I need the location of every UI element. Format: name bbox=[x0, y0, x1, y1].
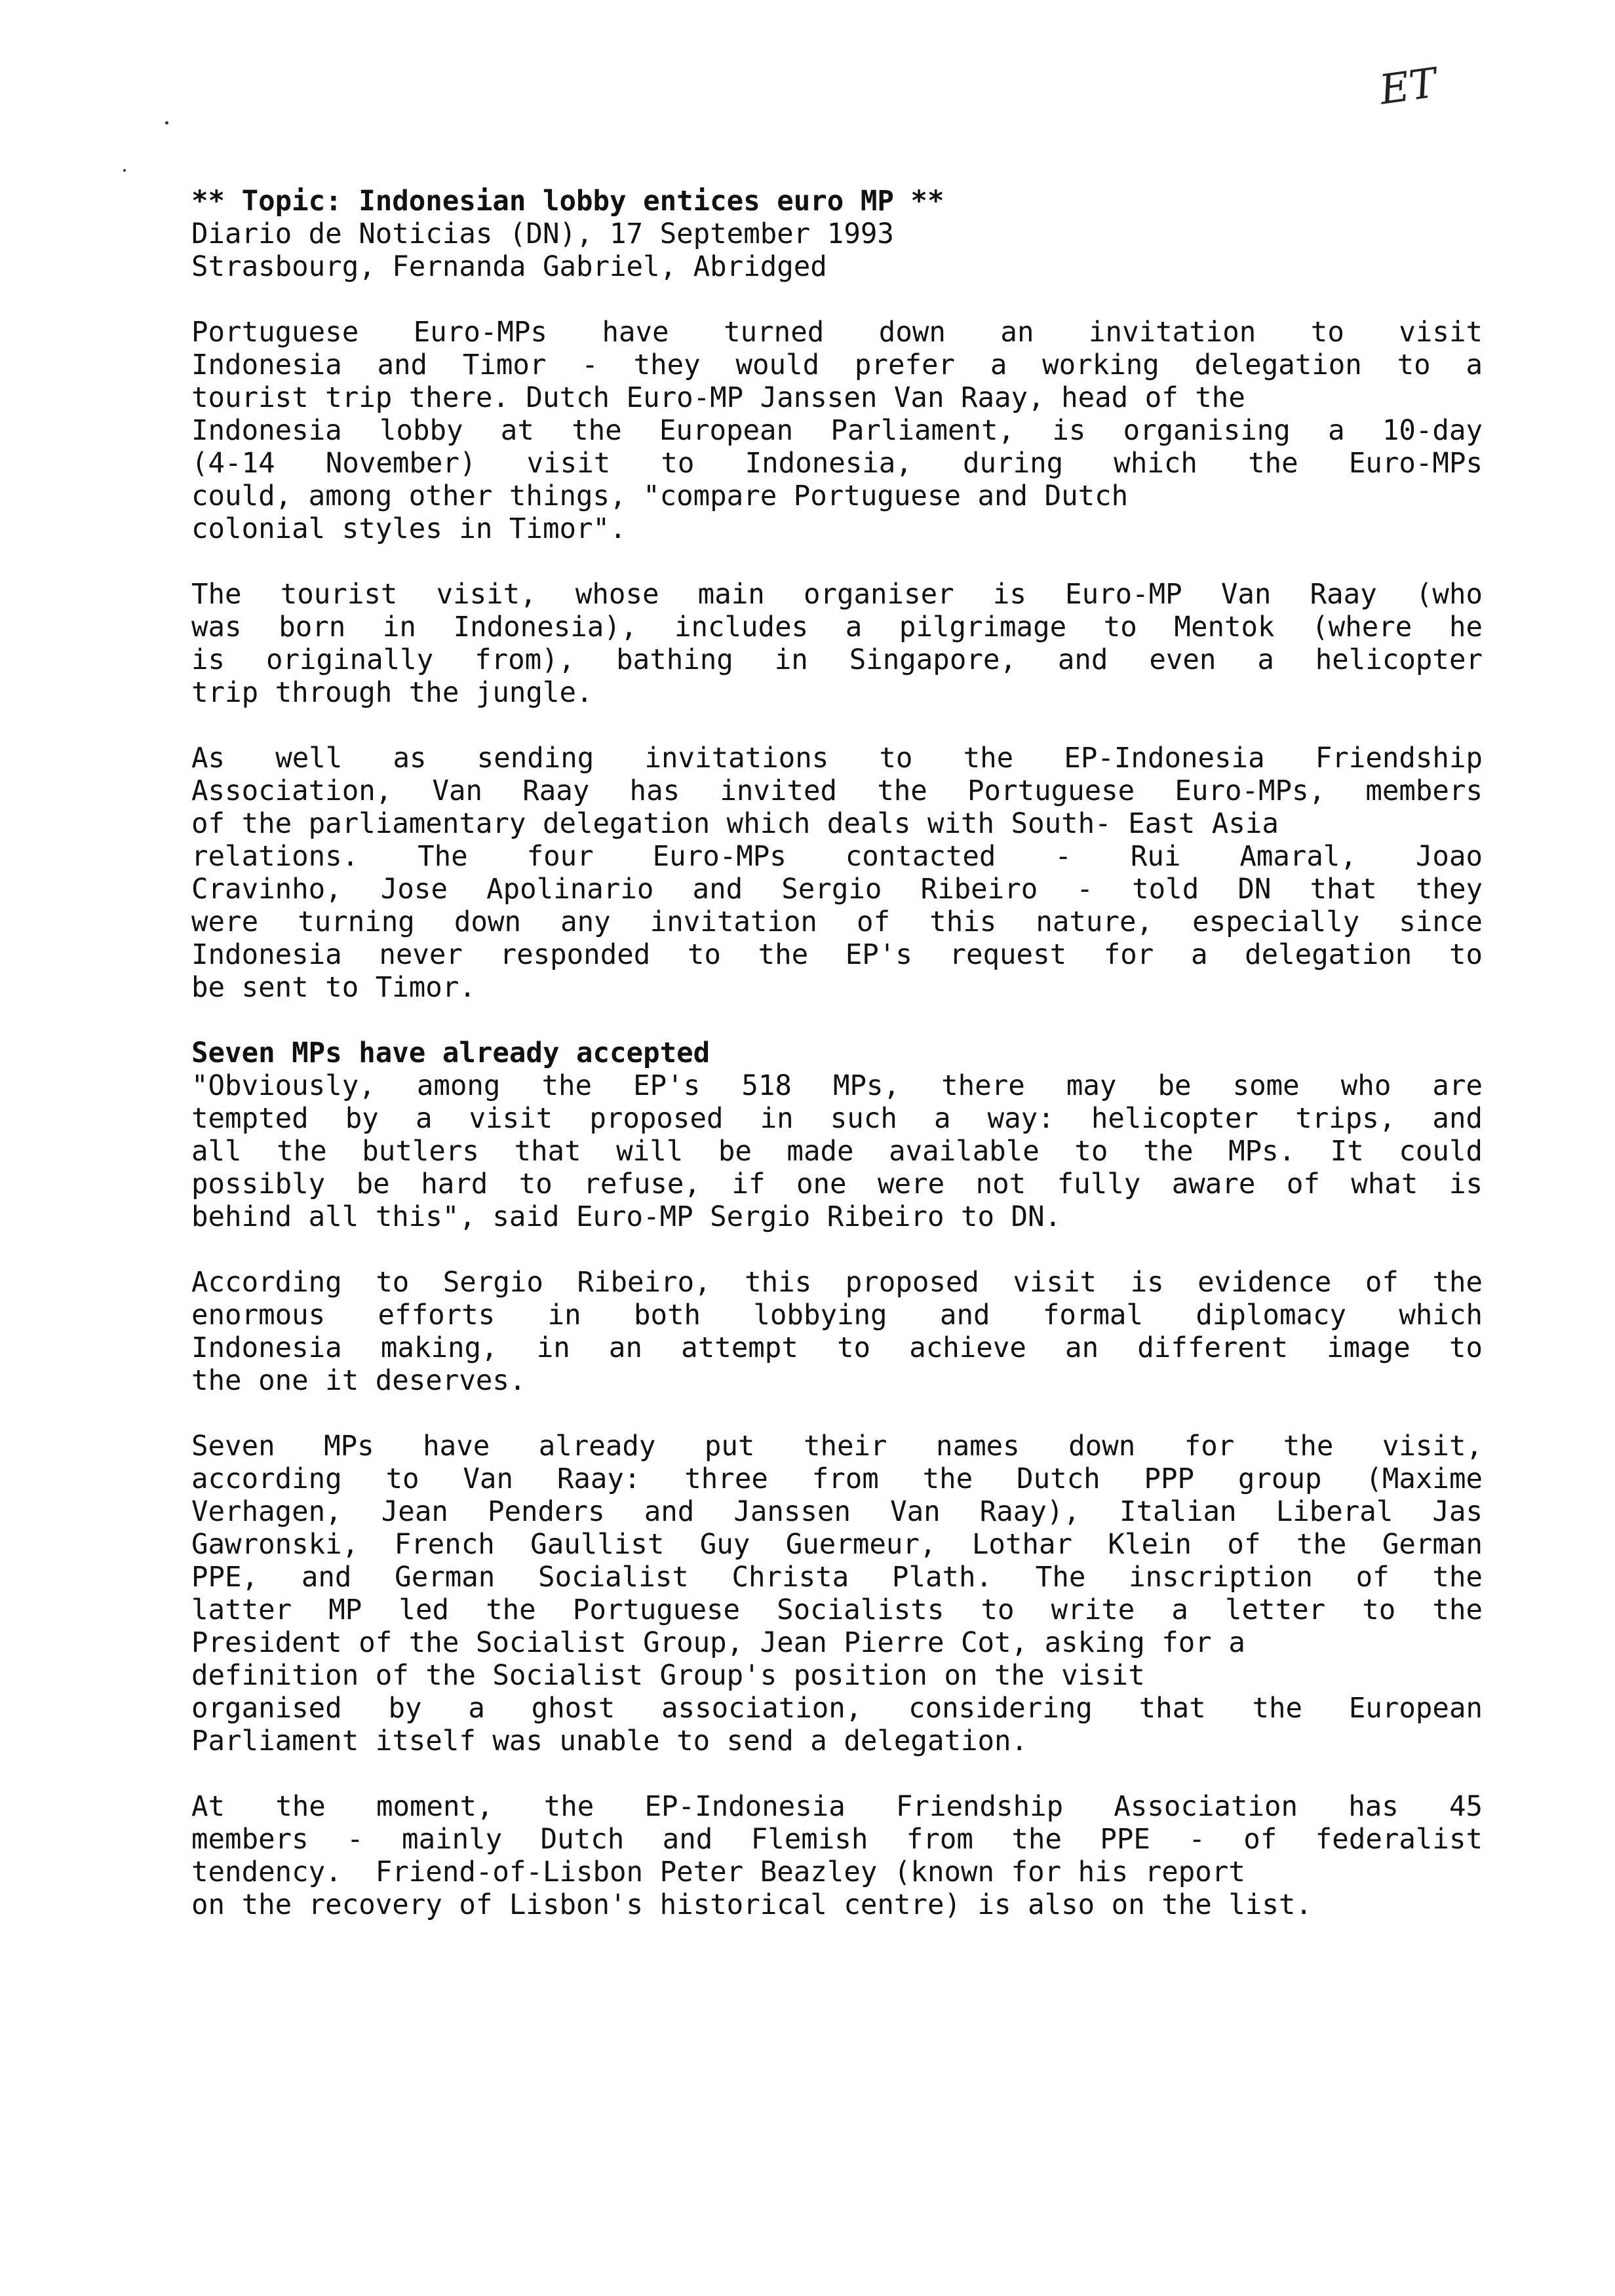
text-line: members - mainly Dutch and Flemish from the PPE - of federalist bbox=[191, 1823, 1483, 1855]
paragraph-6 bbox=[191, 1430, 1483, 1757]
topic-heading: ** Topic: Indonesian lobby entices euro MP ** bbox=[191, 185, 944, 217]
text-line: definition of the Socialist Group's position on the visit bbox=[191, 1659, 1145, 1691]
text-line: As well as sending invitations to the EP-Indonesia Friendship bbox=[191, 742, 1483, 774]
text-line: (4-14 November) visit to Indonesia, during which the Euro-MPs bbox=[191, 447, 1483, 479]
text-line: the one it deserves. bbox=[191, 1364, 526, 1396]
paragraph-7 bbox=[191, 1790, 1483, 1921]
text-line: relations. The four Euro-MPs contacted - Rui Amaral, Joao bbox=[191, 840, 1483, 872]
text-line: tempted by a visit proposed in such a way: helicopter trips, and bbox=[191, 1102, 1483, 1134]
paragraph-5 bbox=[191, 1266, 1483, 1397]
article-body bbox=[191, 185, 1483, 1954]
text-line: According to Sergio Ribeiro, this proposed visit is evidence of the bbox=[191, 1266, 1483, 1298]
text-line: organised by a ghost association, considering that the European bbox=[191, 1692, 1483, 1724]
paragraph-3 bbox=[191, 742, 1483, 1004]
paragraph-2 bbox=[191, 578, 1483, 709]
text-line: Indonesia making, in an attempt to achieve an different image to bbox=[191, 1331, 1483, 1364]
text-line: were turning down any invitation of this nature, especially since bbox=[191, 906, 1483, 938]
text-line: Indonesia never responded to the EP's request for a delegation to bbox=[191, 938, 1483, 970]
text-line: The tourist visit, whose main organiser is Euro-MP Van Raay (who bbox=[191, 578, 1483, 610]
article-header bbox=[191, 185, 1483, 283]
text-line: Association, Van Raay has invited the Portuguese Euro-MPs, members bbox=[191, 775, 1483, 807]
text-line: Portuguese Euro-MPs have turned down an invitation to visit bbox=[191, 316, 1483, 348]
text-line: Verhagen, Jean Penders and Janssen Van Raay), Italian Liberal Jas bbox=[191, 1495, 1483, 1527]
scan-speck bbox=[165, 121, 168, 124]
text-line: President of the Socialist Group, Jean Pierre Cot, asking for a bbox=[191, 1626, 1245, 1658]
section-seven-mps bbox=[191, 1037, 1483, 1233]
text-line: "Obviously, among the EP's 518 MPs, there may be some who are bbox=[191, 1069, 1483, 1101]
text-line: according to Van Raay: three from the Dutch PPP group (Maxime bbox=[191, 1463, 1483, 1495]
text-line: Indonesia lobby at the European Parliament, is organising a 10-day bbox=[191, 414, 1483, 446]
text-line: Parliament itself was unable to send a delegation. bbox=[191, 1725, 1028, 1757]
text-line: trip through the jungle. bbox=[191, 676, 593, 708]
text-line: enormous efforts in both lobbying and formal diplomacy which bbox=[191, 1299, 1483, 1331]
section-subheading: Seven MPs have already accepted bbox=[191, 1037, 710, 1069]
source-line: Diario de Noticias (DN), 17 September 1993 bbox=[191, 218, 894, 250]
handwritten-margin-note: ET bbox=[1376, 58, 1440, 114]
text-line: tendency. Friend-of-Lisbon Peter Beazley (known for his report bbox=[191, 1856, 1245, 1888]
text-line: PPE, and German Socialist Christa Plath. The inscription of the bbox=[191, 1561, 1483, 1593]
text-line: all the butlers that will be made available to the MPs. It could bbox=[191, 1135, 1483, 1167]
text-line: latter MP led the Portuguese Socialists to write a letter to the bbox=[191, 1594, 1483, 1626]
text-line: on the recovery of Lisbon's historical centre) is also on the list. bbox=[191, 1888, 1312, 1921]
text-line: be sent to Timor. bbox=[191, 971, 476, 1003]
text-line: Indonesia and Timor - they would prefer a working delegation to a bbox=[191, 349, 1483, 381]
text-line: tourist trip there. Dutch Euro-MP Janssen Van Raay, head of the bbox=[191, 381, 1245, 413]
text-line: could, among other things, "compare Portuguese and Dutch bbox=[191, 480, 1129, 512]
text-line: of the parliamentary delegation which deals with South- East Asia bbox=[191, 807, 1279, 839]
text-line: is originally from), bathing in Singapore, and even a helicopter bbox=[191, 643, 1483, 676]
text-line: behind all this", said Euro-MP Sergio Ribeiro to DN. bbox=[191, 1200, 1062, 1233]
text-line: colonial styles in Timor". bbox=[191, 512, 627, 545]
paragraph-4 bbox=[191, 1069, 1483, 1233]
paragraph-1 bbox=[191, 316, 1483, 545]
byline: Strasbourg, Fernanda Gabriel, Abridged bbox=[191, 250, 827, 282]
text-line: Seven MPs have already put their names down for the visit, bbox=[191, 1430, 1483, 1462]
text-line: At the moment, the EP-Indonesia Friendship Association has 45 bbox=[191, 1790, 1483, 1822]
text-line: Gawronski, French Gaullist Guy Guermeur, Lothar Klein of the German bbox=[191, 1528, 1483, 1560]
scan-speck bbox=[123, 169, 126, 172]
text-line: possibly be hard to refuse, if one were not fully aware of what is bbox=[191, 1168, 1483, 1200]
text-line: Cravinho, Jose Apolinario and Sergio Ribeiro - told DN that they bbox=[191, 873, 1483, 905]
text-line: was born in Indonesia), includes a pilgrimage to Mentok (where he bbox=[191, 611, 1483, 643]
